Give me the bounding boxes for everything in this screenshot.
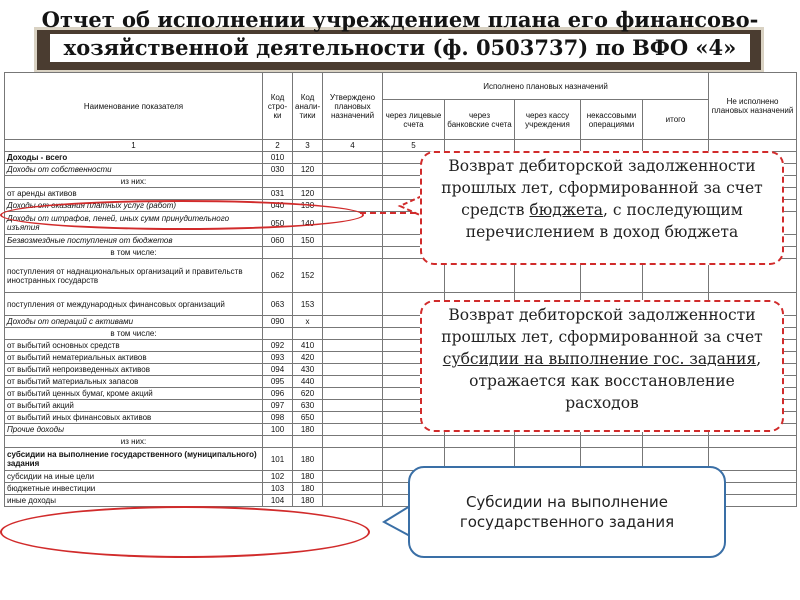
header-via-accounts: через лицевые счета — [383, 100, 445, 140]
row-line-code: 102 — [263, 471, 293, 483]
row-analytics-code: 430 — [293, 364, 323, 376]
row-line-code: 093 — [263, 352, 293, 364]
row-line-code: 030 — [263, 164, 293, 176]
row-analytics-code: 150 — [293, 235, 323, 247]
row-name: от выбытий нематериальных активов — [5, 352, 263, 364]
title-line-1: Отчет об исполнении учреждением плана его финансово- — [41, 7, 759, 32]
row-line-code: 104 — [263, 495, 293, 507]
header-name: Наименование показателя — [5, 73, 263, 140]
header-approved: Утверждено плановых назначений — [323, 73, 383, 140]
header-not-executed: Не исполнено плановых назначений — [709, 73, 797, 140]
callout-subsidy-text-end: , отражается как восстановление расходов — [469, 350, 762, 412]
callout-state-task-text: Субсидии на выполнение государственного задания — [459, 493, 675, 531]
col-num: 2 — [263, 140, 293, 152]
row-analytics-code: 420 — [293, 352, 323, 364]
row-name: в том числе: — [5, 247, 263, 259]
callout-subsidy-underlined: субсидии на выполнение гос. задания — [442, 350, 757, 368]
row-name: бюджетные инвестиции — [5, 483, 263, 495]
row-name: в том числе: — [5, 328, 263, 340]
row-analytics-code: 120 — [293, 164, 323, 176]
row-line-code: 098 — [263, 412, 293, 424]
row-line-code: 040 — [263, 200, 293, 212]
row-analytics-code: 130 — [293, 200, 323, 212]
row-analytics-code: 180 — [293, 448, 323, 471]
row-name: иные доходы — [5, 495, 263, 507]
header-code-line: Код стро-ки — [263, 73, 293, 140]
header-noncash: некассовыми операциями — [581, 100, 643, 140]
row-analytics-code: 650 — [293, 412, 323, 424]
row-line-code: 092 — [263, 340, 293, 352]
row-line-code: 094 — [263, 364, 293, 376]
row-line-code: 095 — [263, 376, 293, 388]
header-executed: Исполнено плановых назначений — [383, 73, 709, 100]
row-line-code: 096 — [263, 388, 293, 400]
row-line-code: 100 — [263, 424, 293, 436]
row-name: поступления от международных финансовых организаций — [5, 293, 263, 316]
row-name: Доходы от собственности — [5, 164, 263, 176]
callout-state-task-subsidy — [408, 466, 726, 558]
row-line-code: 050 — [263, 212, 293, 235]
col-num: 4 — [323, 140, 383, 152]
row-analytics-code: 440 — [293, 376, 323, 388]
row-name: Безвозмездные поступления от бюджетов — [5, 235, 263, 247]
callout-budget-underlined: бюджета — [529, 201, 604, 219]
row-name: Доходы - всего — [5, 152, 263, 164]
header-via-bank: через банковские счета — [445, 100, 515, 140]
row-line-code: 063 — [263, 293, 293, 316]
row-name: от выбытий материальных запасов — [5, 376, 263, 388]
row-name: поступления от наднациональных организаций и правительств иностранных государств — [5, 259, 263, 293]
row-name: Доходы от операций с активами — [5, 316, 263, 328]
row-analytics-code: 180 — [293, 495, 323, 507]
row-line-code: 101 — [263, 448, 293, 471]
row-name: Доходы от оказания платных услуг (работ) — [5, 200, 263, 212]
row-analytics-code: 180 — [293, 483, 323, 495]
callout-budget-return — [420, 151, 784, 265]
row-name: из них: — [5, 436, 263, 448]
title-line-2: хозяйственной деятельности (ф. 0503737) по ВФО «4» — [50, 34, 751, 62]
row-analytics-code: 180 — [293, 424, 323, 436]
callout-budget-text: Возврат дебиторской задолженности прошлых лет, сформированной за счет средств — [441, 157, 763, 219]
row-line-code: 062 — [263, 259, 293, 293]
col-num: 5 — [383, 140, 445, 152]
row-line-code: 103 — [263, 483, 293, 495]
row-analytics-code: 620 — [293, 388, 323, 400]
header-code-anal: Код анали-тики — [293, 73, 323, 140]
callout-budget-text-end: , с последующим перечислением в доход бюджета — [465, 201, 743, 241]
row-analytics-code: х — [293, 316, 323, 328]
row-analytics-code: 140 — [293, 212, 323, 235]
row-analytics-code: 410 — [293, 340, 323, 352]
row-name: от выбытий акций — [5, 400, 263, 412]
row-line-code: 090 — [263, 316, 293, 328]
col-num: 1 — [5, 140, 263, 152]
row-name: от аренды активов — [5, 188, 263, 200]
row-analytics-code: 630 — [293, 400, 323, 412]
row-name: Прочие доходы — [5, 424, 263, 436]
row-analytics-code: 152 — [293, 259, 323, 293]
row-name: субсидии на иные цели — [5, 471, 263, 483]
row-line-code: 031 — [263, 188, 293, 200]
row-analytics-code: 180 — [293, 471, 323, 483]
row-line-code: 010 — [263, 152, 293, 164]
row-analytics-code: 120 — [293, 188, 323, 200]
row-name: от выбытий основных средств — [5, 340, 263, 352]
row-name: от выбытий непроизведенных активов — [5, 364, 263, 376]
header-total: итого — [643, 100, 709, 140]
row-name: от выбытий иных финансовых активов — [5, 412, 263, 424]
row-name: из них: — [5, 176, 263, 188]
header-via-cash: через кассу учреждения — [515, 100, 581, 140]
callout-subsidy-return — [420, 300, 784, 432]
row-line-code: 060 — [263, 235, 293, 247]
row-analytics-code: 153 — [293, 293, 323, 316]
row-name: Доходы от штрафов, пеней, иных сумм принудительного изъятия — [5, 212, 263, 235]
row-line-code: 097 — [263, 400, 293, 412]
col-num: 3 — [293, 140, 323, 152]
callout-subsidy-text: Возврат дебиторской задолженности прошлых лет, сформированной за счет — [441, 306, 763, 346]
row-name: от выбытий ценных бумаг, кроме акций — [5, 388, 263, 400]
row-name: субсидии на выполнение государственного (муниципального) задания — [5, 448, 263, 471]
